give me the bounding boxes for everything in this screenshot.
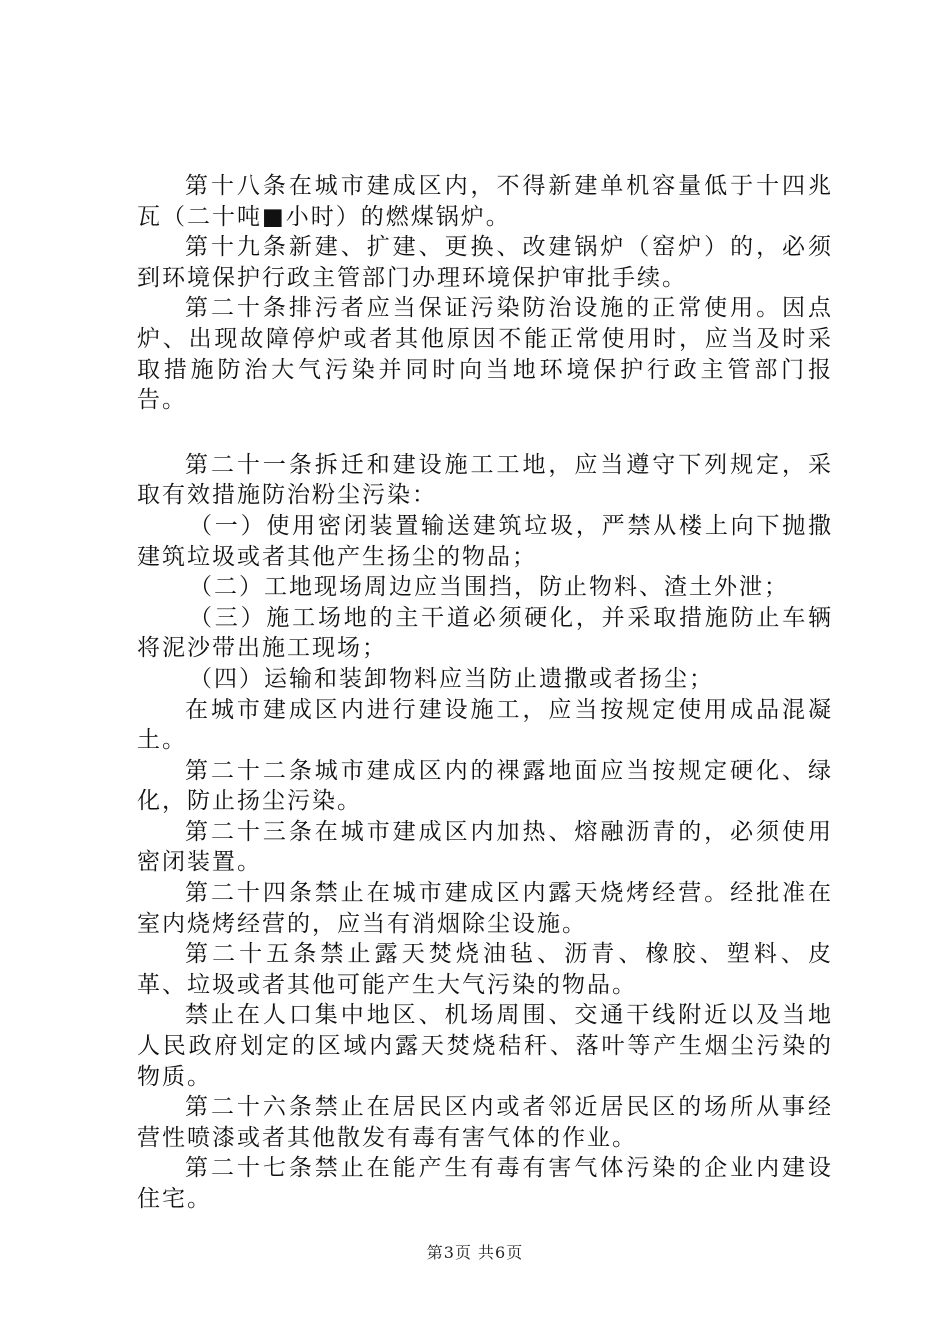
- article-18: 第十八条在城市建成区内，不得新建单机容量低于十四兆瓦（二十吨■小时）的燃煤锅炉。: [137, 173, 833, 230]
- article-21-item-4: （四）运输和装卸物料应当防止遗撒或者扬尘；: [189, 665, 714, 692]
- article-21-item-1: （一）使用密闭装置输送建筑垃圾，严禁从楼上向下抛撒建筑垃圾或者其他产生扬尘的物品；: [137, 512, 833, 570]
- article-19: 第十九条新建、扩建、更换、改建锅炉（窑炉）的，必须到环境保护行政主管部门办理环境保护审批手续。: [137, 234, 833, 291]
- article-21-item-3: （三）施工场地的主干道必须硬化，并采取措施防止车辆将泥沙带出施工现场；: [137, 604, 833, 662]
- article-25: 第二十五条禁止露天焚烧油毡、沥青、橡胶、塑料、皮革、垃圾或者其他可能产生大气污染的物品。: [137, 941, 833, 998]
- article-20: 第二十条排污者应当保证污染防治设施的正常使用。因点炉、出现故障停炉或者其他原因不能正常使用时，应当及时采取措施防治大气污染并同时向当地环境保护行政主管部门报告。: [137, 295, 833, 414]
- article-26: 第二十六条禁止在居民区内或者邻近居民区的场所从事经营性喷漆或者其他散发有毒有害气体的作业。: [137, 1094, 833, 1151]
- article-24: 第二十四条禁止在城市建成区内露天烧烤经营。经批准在室内烧烤经营的，应当有消烟除尘设施。: [137, 880, 833, 937]
- article-21: 第二十一条拆迁和建设施工工地，应当遵守下列规定，采取有效措施防治粉尘污染：: [137, 451, 833, 509]
- article-21-item-2: （二）工地现场周边应当围挡，防止物料、渣土外泄；: [189, 574, 789, 601]
- article-27: 第二十七条禁止在能产生有毒有害气体污染的企业内建设住宅。: [137, 1155, 833, 1212]
- article-23: 第二十三条在城市建成区内加热、熔融沥青的，必须使用密闭装置。: [137, 818, 833, 876]
- article-22: 第二十二条城市建成区内的裸露地面应当按规定硬化、绿化，防止扬尘污染。: [137, 757, 833, 815]
- document-body: [137, 171, 833, 1215]
- paragraph-gap: [137, 416, 833, 450]
- article-25-straw: 禁止在人口集中地区、机场周围、交通干线附近以及当地人民政府划定的区域内露天焚烧秸秆、落叶等产生烟尘污染的物质。: [137, 1002, 833, 1090]
- page-number: 第3页 共6页: [426, 1243, 524, 1262]
- article-21-concrete: 在城市建成区内进行建设施工，应当按规定使用成品混凝土。: [137, 696, 833, 754]
